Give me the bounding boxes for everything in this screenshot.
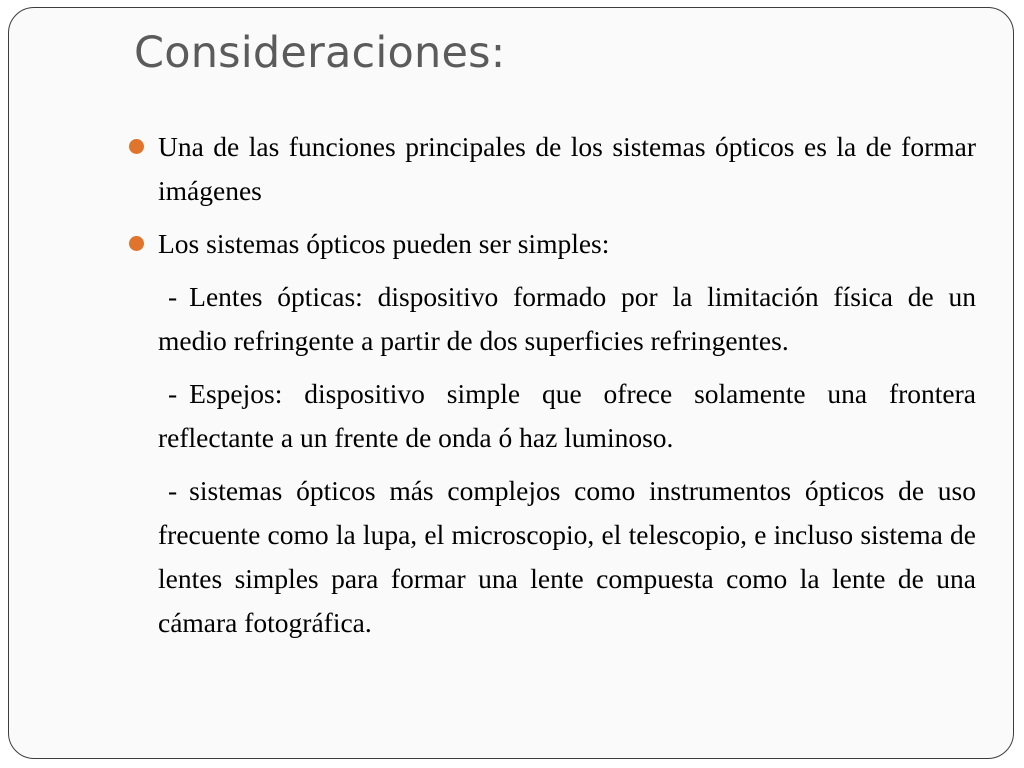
- sub-item-text: Lentes ópticas: dispositivo formado por la limitación física de un medio refringente a partir de dos superficies refringentes.: [158, 281, 976, 356]
- dash-marker: -: [168, 281, 178, 312]
- sub-item-lentes-opticas: [158, 275, 976, 363]
- slide-body: [158, 125, 976, 645]
- bullet-text: Una de las funciones principales de los sistemas ópticos es la de formar imágenes: [158, 131, 976, 206]
- bullet-item-formar-imagenes: [158, 125, 976, 213]
- bullet-dot-icon: [129, 139, 144, 154]
- bullet-item-sistemas-simples: [158, 222, 976, 266]
- sub-item-sistemas-complejos: [158, 469, 976, 645]
- dash-marker: -: [168, 378, 178, 409]
- sub-item-text: sistemas ópticos más complejos como instrumentos ópticos de uso frecuente como la lupa, el microscopio, el telescopio, e incluso sistema de lentes simples para formar una lente compuesta como la lente de una cámara fotográfica.: [158, 475, 976, 638]
- slide-title: Consideraciones:: [134, 28, 506, 78]
- dash-marker: -: [168, 475, 178, 506]
- bullet-dot-icon: [129, 236, 144, 251]
- bullet-text: Los sistemas ópticos pueden ser simples:: [158, 228, 610, 259]
- sub-item-espejos: [158, 372, 976, 460]
- sub-item-text: Espejos: dispositivo simple que ofrece solamente una frontera reflectante a un frente de onda ó haz luminoso.: [158, 378, 976, 453]
